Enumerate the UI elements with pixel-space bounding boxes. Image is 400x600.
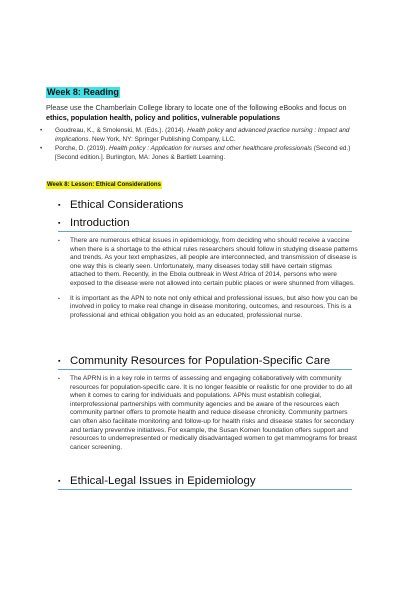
section-divider <box>58 489 352 490</box>
section-divider <box>58 369 352 370</box>
intro-emphasis: ethics, population health, policy and politics, vulnerable populations <box>46 112 281 122</box>
section-title: ▪ Community Resources for Population-Specific Care <box>58 354 358 368</box>
reference-title: Health policy : Application for nurses and other healthcare professionals <box>109 145 312 153</box>
intro-text: Please use the Chamberlain College library to locate one of the following eBooks and focus on <box>46 103 347 112</box>
body-paragraph: ▪ The APRN is in a key role in terms of assessing and engaging collaboratively with community resources for population-specific care. It is no longer feasible or realistic for one provider to do all when it comes to caring for individuals and populations. APNs must establish collegial, interprofessional partnerships with community agencies and be aware of the resources each community partner offers to promote health and reduce disease chronicity. Community partners can often also facilitate monitoring and follow-up for health risks and disease states for secondary and tertiary preventive initiatives. For example, the Susan Komen foundation offers support and resources to underrepresented or medically disadvantaged women to get mammograms for breast cancer screening. <box>58 375 358 452</box>
reference-publisher: (Second ed.) [Second edition.]. Burlington, MA: Jones & Bartlett Learning. <box>55 145 351 161</box>
body-paragraph: ▪ There are numerous ethical issues in epidemiology, from deciding who should receive a vaccine when there is a shortage to the ethical rules researchers should follow in studying disease patterns and trends. As your text emphasizes, all people are interconnected, and transmission of disease is one way this is clearly seen. Unfortunately, many diseases today still have certain stigmas attached to them. Recently, in the Ebola outbreak in West Africa of 2014, persons who were exposed to the disease were not allowed into certain public places or were shunned from villages. <box>58 237 358 289</box>
section-ethical-considerations <box>58 198 358 212</box>
reference-publisher: . New York, NY: Springer Publishing Company, LLC. <box>88 135 236 143</box>
section-introduction <box>58 216 358 320</box>
section-title: ▪ Ethical Considerations <box>58 198 358 212</box>
reference-title: Health policy and advanced practice nursing : Impact and implications <box>55 127 350 143</box>
intro-paragraph <box>46 103 364 122</box>
section-title: ▪ Ethical-Legal Issues in Epidemiology <box>58 474 358 488</box>
section-ethical-legal <box>58 474 358 490</box>
section-community-resources <box>58 354 358 452</box>
reference-authors: Porche, D. (2019). <box>55 145 109 153</box>
section-divider <box>58 231 352 232</box>
lesson-heading: Week 8: Lesson: Ethical Considerations <box>47 182 161 188</box>
reference-authors: Goudreau, K., & Smolenski, M. (Eds.). (2014). <box>55 127 188 134</box>
section-title: ▪ Introduction <box>58 216 358 230</box>
reference-item <box>40 145 370 162</box>
reference-item <box>40 127 370 144</box>
reading-heading: Week 8: Reading <box>47 87 119 97</box>
body-paragraph: ▪ It is important as the APN to note not only ethical and professional issues, but also how you can be involved in policy to make real change in disease monitoring, outcomes, and resources. This is a professional and ethical obligation you hold as an educated, professional nurse. <box>58 295 358 321</box>
reference-list <box>40 127 370 163</box>
